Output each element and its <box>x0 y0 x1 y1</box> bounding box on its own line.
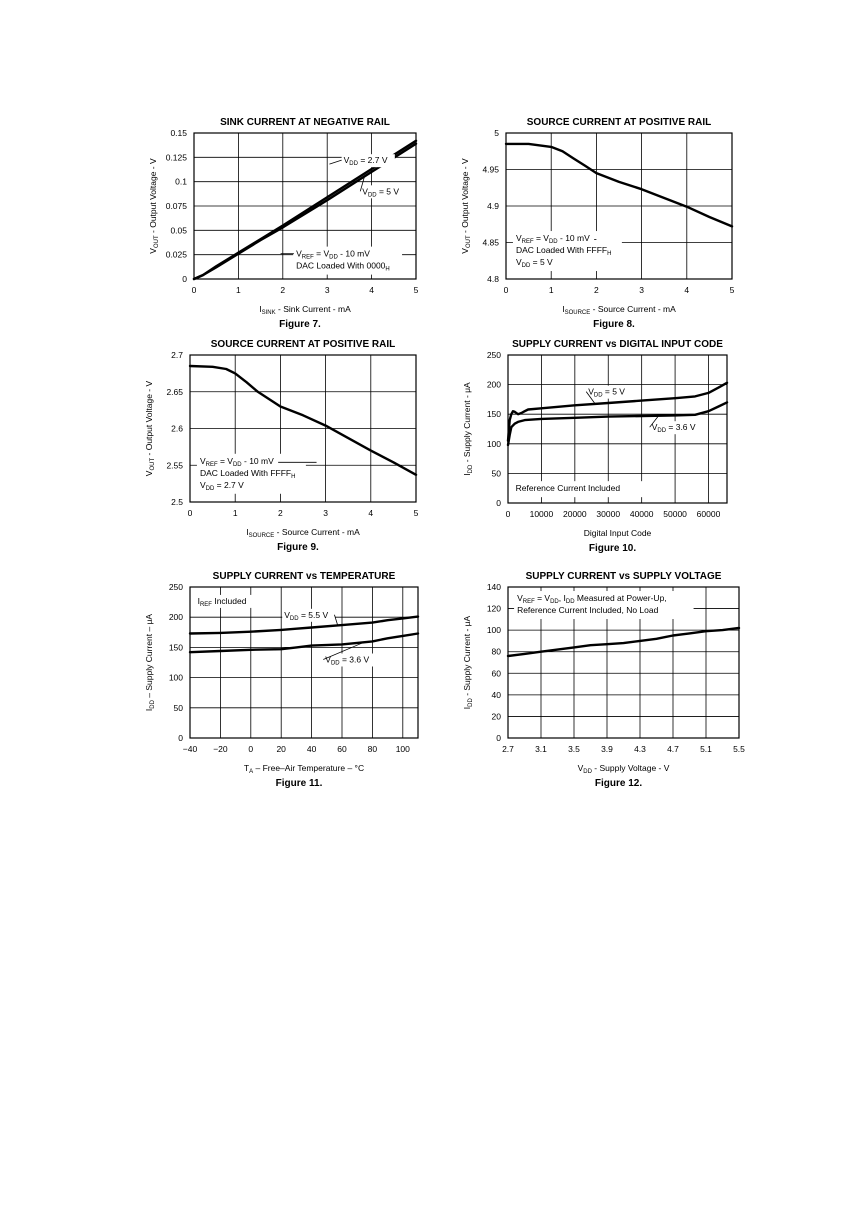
annotation-text: Reference Current Included, No Load <box>517 605 659 616</box>
x-tick-label: −20 <box>213 744 228 754</box>
chart-3 <box>144 339 419 553</box>
y-tick-label: 0.05 <box>170 225 187 236</box>
x-tick-label: 4.3 <box>634 744 646 754</box>
annotation-text: DAC Loaded With $0000_H$ <box>296 260 390 273</box>
chart-6 <box>462 571 745 789</box>
y-axis-label: $V_{OUT}$ - Output Voltage - V <box>148 158 160 254</box>
y-tick-label: 0 <box>496 733 501 743</box>
x-tick-label: 1 <box>548 285 554 295</box>
x-tick-label: 3 <box>323 508 328 518</box>
x-axis-label: $V_{DD}$ - Supply Voltage - V <box>577 763 670 775</box>
annotation-text: DAC Loaded With $FFFF_H$ <box>515 245 612 258</box>
y-axis-label-group <box>460 158 472 254</box>
y-tick-label: 80 <box>491 646 501 657</box>
chart-title: SOURCE CURRENT AT POSITIVE RAIL <box>526 117 712 128</box>
y-tick-label: 0 <box>182 274 187 284</box>
y-tick-label: 140 <box>486 582 501 592</box>
y-tick-label: 2.5 <box>171 497 183 507</box>
y-tick-label: 0 <box>496 498 501 508</box>
chart-title: SUPPLY CURRENT vs TEMPERATURE <box>212 571 396 582</box>
x-tick-label: 3.5 <box>568 744 580 754</box>
x-tick-label: 0 <box>187 508 193 518</box>
x-tick-label: 100 <box>395 744 410 754</box>
series-line <box>190 634 418 653</box>
y-tick-label: 200 <box>486 379 501 390</box>
annotation-text: $V_{REF} = V_{DD} - 10$ mV <box>296 248 370 261</box>
x-tick-label: 0 <box>503 285 509 295</box>
chart-title: SUPPLY CURRENT vs DIGITAL INPUT CODE <box>512 339 723 350</box>
x-tick-label: 60000 <box>696 509 721 519</box>
figure-caption: Figure 12. <box>594 778 643 789</box>
annotation-text: $V_{DD} = 2.7$ V <box>199 479 244 492</box>
y-tick-label: 200 <box>168 612 183 623</box>
annotation-text: Reference Current Included <box>515 483 621 494</box>
x-tick-label: 2 <box>280 285 286 295</box>
y-tick-label: 100 <box>486 625 501 636</box>
x-tick-label: 50000 <box>663 509 687 519</box>
y-axis-label: $V_{OUT}$ - Output Voltage - V <box>460 158 472 254</box>
x-tick-label: 3 <box>324 285 330 295</box>
y-tick-label: 0.125 <box>165 152 187 163</box>
x-tick-label: 20000 <box>563 509 587 519</box>
chart-2 <box>460 117 735 330</box>
y-tick-label: 50 <box>173 702 183 713</box>
y-axis-label-group <box>462 615 474 709</box>
x-tick-label: 4 <box>684 285 690 295</box>
x-tick-label: 20 <box>276 744 286 754</box>
y-tick-label: 2.65 <box>166 386 183 397</box>
chart-title: SOURCE CURRENT AT POSITIVE RAIL <box>210 339 396 350</box>
x-tick-label: 4 <box>369 285 374 295</box>
figure-caption: Figure 10. <box>588 543 637 554</box>
y-tick-label: 100 <box>168 672 183 683</box>
annotation-text: $V_{DD} = 5$ V <box>588 386 625 399</box>
figure-caption: Figure 7. <box>279 319 321 330</box>
annotation-leader <box>329 160 341 164</box>
x-axis-label: Digital Input Code <box>583 528 652 538</box>
x-tick-label: 0 <box>248 744 254 754</box>
x-tick-label: 5 <box>413 508 419 518</box>
y-tick-label: 40 <box>491 689 501 700</box>
x-tick-label: 2 <box>594 285 599 295</box>
x-tick-label: 3.1 <box>535 744 547 754</box>
x-axis-label: $T_A$ – Free–Air Temperature – °C <box>243 763 365 775</box>
x-tick-label: 80 <box>367 744 378 754</box>
y-tick-label: 0.025 <box>165 249 187 260</box>
y-tick-label: 4.8 <box>487 274 499 284</box>
annotation-text: $V_{REF} = V_{DD}$, $I_{DD}$ Measured at Power-Up, <box>517 593 667 606</box>
x-axis-label: $I_{SOURCE}$ - Source Current - mA <box>246 527 360 539</box>
chart-title: SINK CURRENT AT NEGATIVE RAIL <box>220 117 390 128</box>
annotation-text: $V_{DD} = 3.6$ V <box>651 422 696 435</box>
y-tick-label: 120 <box>486 603 501 614</box>
x-tick-label: 5 <box>413 285 419 295</box>
y-axis-label: $V_{OUT}$ - Output Voltage - V <box>144 380 156 477</box>
x-tick-label: 0 <box>191 285 197 295</box>
annotation-text: $V_{DD} = 3.6$ V <box>325 654 370 667</box>
x-tick-label: 40 <box>306 744 317 754</box>
annotation-text: $V_{REF} = V_{DD} - 10$ mV <box>515 233 590 246</box>
chart-4 <box>462 339 727 554</box>
chart-title: SUPPLY CURRENT vs SUPPLY VOLTAGE <box>525 571 722 582</box>
x-tick-label: −40 <box>182 744 198 754</box>
y-tick-label: 20 <box>491 711 501 722</box>
x-tick-label: 3.9 <box>601 744 613 754</box>
x-tick-label: 2 <box>278 508 283 518</box>
y-tick-label: 0 <box>178 733 183 743</box>
y-axis-label: $I_{DD}$ - Supply Current - μA <box>462 382 474 476</box>
figure-caption: Figure 8. <box>593 319 635 330</box>
y-axis-label-group <box>148 158 160 254</box>
chart-5 <box>144 571 418 789</box>
x-tick-label: 0 <box>505 509 511 519</box>
y-tick-label: 4.95 <box>482 164 499 175</box>
y-tick-label: 2.7 <box>171 350 183 360</box>
x-tick-label: 2.7 <box>502 744 514 754</box>
annotation-text: $V_{DD} = 5$ V <box>362 186 400 199</box>
y-axis-label-group <box>144 614 156 712</box>
x-tick-label: 3 <box>639 285 644 295</box>
annotation-text: $V_{DD} = 2.7$ V <box>343 155 388 168</box>
x-tick-label: 4.7 <box>667 744 679 754</box>
x-tick-label: 30000 <box>596 509 621 519</box>
y-axis-label-group <box>462 382 474 476</box>
series-line <box>506 144 732 227</box>
annotation-text: $V_{REF} = V_{DD} - 10$ mV <box>199 455 274 468</box>
x-tick-label: 40000 <box>629 509 654 519</box>
chart-1 <box>148 117 419 330</box>
x-tick-label: 1 <box>232 508 238 518</box>
y-tick-label: 0.15 <box>170 128 187 138</box>
y-axis-label: $I_{DD}$ – Supply Current – μA <box>144 613 156 712</box>
annotation-text: $I_{REF}$ Included <box>197 595 247 608</box>
annotation-text: $V_{DD} = 5.5$ V <box>284 609 329 622</box>
y-axis-label-group <box>144 380 156 476</box>
y-tick-label: 4.9 <box>487 201 499 211</box>
x-tick-label: 5.5 <box>733 744 745 754</box>
y-tick-label: 4.85 <box>482 237 499 248</box>
x-tick-label: 10000 <box>529 509 554 519</box>
figure-caption: Figure 11. <box>275 778 323 789</box>
y-axis-label: $I_{DD}$ - Supply Current - μA <box>462 615 474 710</box>
y-tick-label: 250 <box>486 350 501 360</box>
x-tick-label: 1 <box>236 285 241 295</box>
y-tick-label: 250 <box>168 582 183 592</box>
y-tick-label: 150 <box>486 409 501 420</box>
y-tick-label: 0.1 <box>175 176 187 187</box>
y-tick-label: 0.075 <box>165 201 187 211</box>
x-axis-label: $I_{SOURCE}$ - Source Current - mA <box>562 304 676 316</box>
figure-caption: Figure 9. <box>277 542 319 553</box>
y-tick-label: 50 <box>491 468 501 479</box>
annotation-text: $V_{DD} = 5$ V <box>515 257 553 270</box>
y-tick-label: 2.6 <box>171 423 183 434</box>
x-tick-label: 5.1 <box>700 744 712 754</box>
annotation-text: DAC Loaded With $FFFF_H$ <box>199 467 296 480</box>
y-tick-label: 2.55 <box>166 460 183 471</box>
y-tick-label: 150 <box>168 642 183 653</box>
x-tick-label: 5 <box>729 285 735 295</box>
y-tick-label: 5 <box>494 128 499 138</box>
x-axis-label: $I_{SINK}$ - Sink Current - mA <box>259 304 351 316</box>
x-tick-label: 4 <box>368 508 374 518</box>
y-tick-label: 100 <box>486 438 501 449</box>
y-tick-label: 60 <box>491 668 501 679</box>
x-tick-label: 60 <box>337 744 347 754</box>
